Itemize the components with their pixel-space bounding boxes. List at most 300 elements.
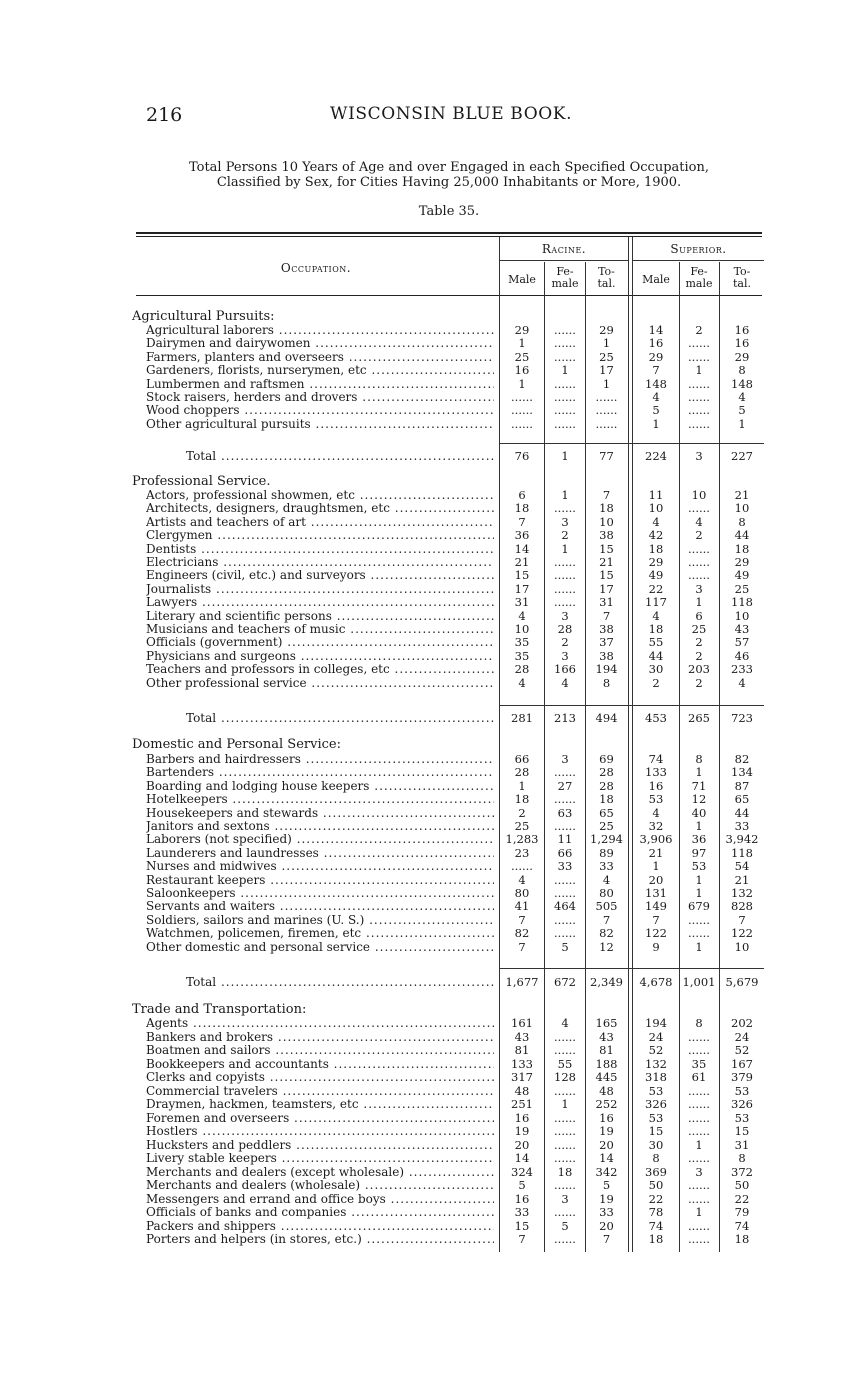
cell-s-female: ...... <box>688 1097 710 1111</box>
cell-r-total: 69 <box>599 752 614 766</box>
cell-r-male: 1 <box>518 779 526 793</box>
cell-r-male: 251 <box>511 1097 533 1111</box>
cell-s-female: 2 <box>695 528 703 542</box>
cell-s-female: ...... <box>688 501 710 515</box>
cell-r-total: 19 <box>599 1124 614 1138</box>
cell-r-male: 21 <box>514 555 530 569</box>
occupation-label: Other domestic and personal service ..... <box>146 941 494 954</box>
table-row <box>0 404 859 417</box>
cell-s-male: 74 <box>648 1219 664 1233</box>
occupation-label: Packers and shippers ..... <box>146 1220 494 1233</box>
cell-s-female: 1 <box>695 1205 703 1219</box>
table-row <box>0 596 859 609</box>
occupation-label: Housekeepers and stewards ..... <box>146 807 494 820</box>
occupation-label: Hucksters and peddlers ..... <box>146 1139 494 1152</box>
cell-r-total: 445 <box>595 1070 618 1084</box>
cell-s-female: ...... <box>688 1151 710 1165</box>
cell-s-female: ...... <box>688 1192 710 1206</box>
table-row <box>0 1206 859 1219</box>
cell-r-female: ...... <box>554 873 576 887</box>
cell-s-total: 8 <box>738 515 746 529</box>
cell-r-male: 4 <box>518 873 526 887</box>
cell-s-total: 372 <box>731 1165 753 1179</box>
cell-s-total: 29 <box>734 555 750 569</box>
cell-s-female: ...... <box>688 555 710 569</box>
table-row <box>0 1098 859 1111</box>
cell-s-female: 53 <box>691 859 707 873</box>
cell-r-female: 5 <box>561 1219 569 1233</box>
cell-r-total: 38 <box>599 649 614 663</box>
occupation-label: Other agricultural pursuits ..... <box>146 418 494 431</box>
cell-r-male: 25 <box>514 350 530 364</box>
cell-s-male: 326 <box>645 1097 667 1111</box>
cell-s-female: 8 <box>695 752 703 766</box>
cell-s-male: 21 <box>648 846 664 860</box>
cell-r-male: 33 <box>514 1205 530 1219</box>
cell-s-female: 3 <box>695 1165 703 1179</box>
cell-s-male: 29 <box>648 555 664 569</box>
table-row <box>0 1233 859 1246</box>
occupation-label: Porters and helpers (in stores, etc.) ..... <box>146 1233 494 1246</box>
cell-r-total: ...... <box>595 417 618 431</box>
cell-s-total: 118 <box>731 595 753 609</box>
cell-s-female: ...... <box>688 1111 710 1125</box>
cell-s-male: 4 <box>652 390 660 404</box>
occupation-label: Nurses and midwives ..... <box>146 860 494 873</box>
cell-s-male: 44 <box>648 649 664 663</box>
occupation-label: Saloonkeepers ..... <box>146 887 494 900</box>
table-caption <box>134 160 764 190</box>
cell-r-female: 28 <box>557 622 573 636</box>
cell-s-total: 118 <box>731 846 753 860</box>
cell-r-total: 21 <box>599 555 614 569</box>
cell-s-total: 49 <box>734 568 750 582</box>
cell-r-total: 33 <box>599 1205 614 1219</box>
cell-s-female: 35 <box>691 1057 707 1071</box>
total-row <box>0 712 859 725</box>
cell-r-male: 81 <box>514 1043 530 1057</box>
cell-s-male: 18 <box>648 542 664 556</box>
cell-r-total: 37 <box>599 635 614 649</box>
cell-r-female: ...... <box>554 1138 576 1152</box>
cell-s-female: 1 <box>695 765 703 779</box>
cell-r-female: 166 <box>554 662 576 676</box>
cell-r-female: ...... <box>554 377 576 391</box>
total-rule <box>499 705 764 706</box>
top-rule-thin <box>136 236 762 237</box>
table-row <box>0 623 859 636</box>
cell-s-female: 10 <box>691 488 707 502</box>
table-row <box>0 378 859 391</box>
cell-r-total: 38 <box>599 622 614 636</box>
cell-s-female: 36 <box>691 832 707 846</box>
cell-r-female: ...... <box>554 886 576 900</box>
cell-s-male: 4 <box>652 609 660 623</box>
cell-s-male: 11 <box>648 488 664 502</box>
occupation-label: Teachers and professors in colleges, etc ..... <box>146 663 494 676</box>
cell-r-male: 35 <box>514 649 530 663</box>
cell-r-total: 29 <box>599 323 614 337</box>
occupation-label: Dairymen and dairywomen ..... <box>146 337 494 350</box>
cell-r-total: 20 <box>599 1219 614 1233</box>
cell-r-female: 18 <box>557 1165 573 1179</box>
table-row <box>0 663 859 676</box>
cell-s-male: 22 <box>648 1192 664 1206</box>
cell-s-female: 40 <box>691 806 707 820</box>
occupation-label: Clerks and copyists ..... <box>146 1071 494 1084</box>
cell-s-total: 65 <box>734 792 750 806</box>
table-row <box>0 860 859 873</box>
cell-s-female: ...... <box>688 1178 710 1192</box>
occupation-label: Literary and scientific persons ..... <box>146 610 494 623</box>
cell-r-male: 4 <box>518 676 526 690</box>
cell-r-female: ...... <box>554 582 576 596</box>
section-title-trade: Trade and Transportation: <box>132 1002 307 1017</box>
occupation-label: Farmers, planters and overseers ..... <box>146 351 494 364</box>
cell-s-female: 12 <box>691 792 707 806</box>
cell-s-total: 44 <box>734 806 750 820</box>
cell-s-total: 33 <box>734 819 750 833</box>
occupation-label: Dentists ..... <box>146 543 494 556</box>
cell-r-female: 2 <box>561 635 569 649</box>
cell-s-total: 5 <box>738 403 746 417</box>
cell-s-female: 265 <box>688 711 710 725</box>
table-row <box>0 1031 859 1044</box>
table-row <box>0 418 859 431</box>
occupation-label: Artists and teachers of art ..... <box>146 516 494 529</box>
occupation-label: Officials of banks and companies ..... <box>146 1206 494 1219</box>
cell-r-male: 2 <box>518 806 526 820</box>
cell-r-male: 41 <box>514 899 530 913</box>
cell-s-female: 6 <box>695 609 703 623</box>
cell-r-total: 28 <box>599 779 614 793</box>
occupation-label: Bartenders ..... <box>146 766 494 779</box>
cell-r-female: 672 <box>554 975 576 989</box>
cell-r-female: ...... <box>554 1178 576 1192</box>
cell-s-male: 4,678 <box>639 975 673 989</box>
cell-r-female: 4 <box>561 1016 569 1030</box>
table-row <box>0 900 859 913</box>
cell-r-male: 1 <box>518 336 526 350</box>
cell-r-female: 4 <box>561 676 569 690</box>
table-row <box>0 833 859 846</box>
occupation-label: Journalists ..... <box>146 583 494 596</box>
section-title-agricultural: Agricultural Pursuits: <box>132 309 275 324</box>
book-title: WISCONSIN BLUE BOOK. <box>330 104 573 124</box>
cell-r-total: 505 <box>595 899 618 913</box>
cell-s-total: 3,942 <box>725 832 759 846</box>
cell-r-total: 10 <box>599 515 614 529</box>
cell-r-female: ...... <box>554 1232 576 1246</box>
cell-r-female: ...... <box>554 555 576 569</box>
cell-s-total: 8 <box>738 363 746 377</box>
cell-r-female: ...... <box>554 501 576 515</box>
cell-r-male: 18 <box>514 501 530 515</box>
cell-r-total: 81 <box>599 1043 614 1057</box>
cell-r-male: 17 <box>514 582 530 596</box>
cell-s-total: 326 <box>731 1097 753 1111</box>
cell-r-male: 76 <box>514 449 530 463</box>
cell-s-male: 453 <box>645 711 667 725</box>
cell-r-total: 7 <box>602 1232 611 1246</box>
cell-s-total: 87 <box>734 779 750 793</box>
cell-s-female: 3 <box>695 449 703 463</box>
cell-s-male: 42 <box>648 528 664 542</box>
cell-r-total: 17 <box>599 363 614 377</box>
cell-s-female: 2 <box>695 676 703 690</box>
cell-r-female: 1 <box>561 542 569 556</box>
occupation-label: Agents ..... <box>146 1017 494 1030</box>
cell-s-male: 53 <box>648 1111 664 1125</box>
cell-s-female: ...... <box>688 568 710 582</box>
cell-s-female: 1 <box>695 886 703 900</box>
cell-r-male: 14 <box>514 1151 530 1165</box>
cell-s-total: 21 <box>734 873 750 887</box>
cell-r-male: 82 <box>514 926 530 940</box>
cell-r-female: 213 <box>554 711 576 725</box>
occupation-label: Lumbermen and raftsmen ..... <box>146 378 494 391</box>
cell-r-male: 25 <box>514 819 530 833</box>
cell-s-male: 131 <box>645 886 667 900</box>
cell-r-female: ...... <box>554 926 576 940</box>
cell-r-total: 25 <box>599 350 614 364</box>
cell-r-female: ...... <box>554 323 576 337</box>
cell-s-male: 29 <box>648 350 664 364</box>
occupation-label: Livery stable keepers ..... <box>146 1152 494 1165</box>
cell-r-total: 8 <box>602 676 611 690</box>
cell-s-male: 4 <box>652 806 660 820</box>
occupation-label: Messengers and errand and office boys ..... <box>146 1193 494 1206</box>
cell-r-female: ...... <box>554 913 576 927</box>
cell-s-male: 4 <box>652 515 660 529</box>
cell-s-total: 57 <box>734 635 750 649</box>
cell-s-male: 10 <box>648 501 664 515</box>
cell-s-female: 4 <box>695 515 703 529</box>
cell-s-total: 43 <box>734 622 750 636</box>
cell-r-female: 3 <box>561 1192 569 1206</box>
cell-r-male: 7 <box>518 940 526 954</box>
occupation-label: Boatmen and sailors ..... <box>146 1044 494 1057</box>
cell-s-total: 227 <box>731 449 753 463</box>
cell-r-female: ...... <box>554 390 576 404</box>
occupation-label: Watchmen, policemen, firemen, etc ..... <box>146 927 494 940</box>
cell-r-female: 3 <box>561 752 569 766</box>
cell-r-female: ...... <box>554 1030 576 1044</box>
cell-s-male: 132 <box>645 1057 667 1071</box>
caption-line-2: Classified by Sex, for Cities Having 25,000 Inhabitants or More, 1900. <box>216 175 682 190</box>
cell-r-total: 12 <box>599 940 614 954</box>
table-row <box>0 941 859 954</box>
cell-r-male: 161 <box>511 1016 533 1030</box>
cell-s-total: 7 <box>738 913 746 927</box>
cell-r-female: ...... <box>554 1124 576 1138</box>
occupation-label: Janitors and sextons ..... <box>146 820 494 833</box>
total-rule <box>499 443 764 444</box>
table-row <box>0 391 859 404</box>
cell-r-female: ...... <box>554 1084 576 1098</box>
cell-s-total: 132 <box>731 886 753 900</box>
cell-s-female: ...... <box>688 336 710 350</box>
cell-s-total: 5,679 <box>725 975 759 989</box>
cell-s-male: 5 <box>652 403 660 417</box>
cell-r-male: 133 <box>511 1057 533 1071</box>
cell-s-male: 53 <box>648 1084 664 1098</box>
cell-r-total: 165 <box>595 1016 618 1030</box>
table-row <box>0 1139 859 1152</box>
cell-r-total: 28 <box>599 765 614 779</box>
total-row <box>0 450 859 463</box>
header-superior-female: Fe- male <box>685 265 713 290</box>
cell-r-female: 1 <box>561 488 569 502</box>
cell-s-male: 20 <box>648 873 664 887</box>
cell-r-female: 1 <box>561 1097 569 1111</box>
cell-s-female: 1 <box>695 1138 703 1152</box>
cell-r-male: 28 <box>514 765 530 779</box>
cell-s-total: 52 <box>734 1043 750 1057</box>
occupation-label: Engineers (civil, etc.) and surveyors ..... <box>146 569 494 582</box>
cell-s-female: ...... <box>688 377 710 391</box>
cell-s-total: 4 <box>738 676 746 690</box>
header-superior-male: Male <box>642 273 670 286</box>
cell-s-male: 7 <box>652 913 660 927</box>
header-occupation: Occupation. <box>280 261 352 275</box>
table-row <box>0 1071 859 1084</box>
cell-s-total: 10 <box>734 609 750 623</box>
cell-r-total: 38 <box>599 528 614 542</box>
cell-s-total: 134 <box>731 765 753 779</box>
cell-r-male: 36 <box>514 528 530 542</box>
cell-s-total: 4 <box>738 390 746 404</box>
cell-s-female: 1,001 <box>682 975 716 989</box>
cell-r-female: 2 <box>561 528 569 542</box>
cell-r-total: 16 <box>599 1111 614 1125</box>
table-row <box>0 1017 859 1030</box>
cell-r-female: ...... <box>554 568 576 582</box>
cell-s-total: 46 <box>734 649 750 663</box>
cell-s-total: 379 <box>731 1070 753 1084</box>
cell-s-female: 2 <box>695 649 703 663</box>
cell-r-male: 31 <box>514 595 530 609</box>
cell-r-total: 4 <box>602 873 611 887</box>
cell-r-male: 15 <box>514 1219 530 1233</box>
cell-r-female: 63 <box>557 806 573 820</box>
cell-s-male: 55 <box>648 635 664 649</box>
total-label: Total ..... <box>186 450 494 463</box>
cell-s-male: 2 <box>652 676 660 690</box>
occupation-label: Gardeners, florists, nurserymen, etc ..... <box>146 364 494 377</box>
cell-r-male: 1,677 <box>505 975 539 989</box>
cell-r-male: 317 <box>511 1070 533 1084</box>
cell-s-male: 22 <box>648 582 664 596</box>
cell-s-total: 50 <box>734 1178 750 1192</box>
cell-r-total: 80 <box>599 886 614 900</box>
cell-s-total: 202 <box>731 1016 753 1030</box>
cell-r-total: 7 <box>602 609 611 623</box>
occupation-label: Commercial travelers ..... <box>146 1085 494 1098</box>
cell-s-male: 16 <box>648 779 664 793</box>
cell-r-female: 33 <box>557 859 573 873</box>
cell-s-female: 61 <box>691 1070 707 1084</box>
occupation-label: Other professional service ..... <box>146 677 494 690</box>
cell-r-total: 14 <box>599 1151 614 1165</box>
total-rule <box>499 968 764 969</box>
cell-s-male: 52 <box>648 1043 664 1057</box>
cell-r-male: 48 <box>514 1084 530 1098</box>
total-row <box>0 976 859 989</box>
cell-r-total: 1 <box>602 377 611 391</box>
occupation-label: Soldiers, sailors and marines (U. S.) ..... <box>146 914 494 927</box>
cell-s-total: 79 <box>734 1205 750 1219</box>
cell-s-female: ...... <box>688 1030 710 1044</box>
occupation-label: Architects, designers, draughtsmen, etc ..... <box>146 502 494 515</box>
cell-s-male: 224 <box>645 449 667 463</box>
occupation-label: Wood choppers ..... <box>146 404 494 417</box>
cell-s-total: 22 <box>734 1192 750 1206</box>
cell-r-female: ...... <box>554 350 576 364</box>
table-row <box>0 569 859 582</box>
cell-s-male: 148 <box>645 377 667 391</box>
cell-r-total: 48 <box>599 1084 614 1098</box>
table-row <box>0 677 859 690</box>
cell-s-female: ...... <box>688 390 710 404</box>
running-head <box>0 104 859 126</box>
occupation-label: Stock raisers, herders and drovers ..... <box>146 391 494 404</box>
cell-r-male: 16 <box>514 363 530 377</box>
occupation-label: Agricultural laborers ..... <box>146 324 494 337</box>
header-superior-total: To- tal. <box>733 265 751 290</box>
cell-s-total: 233 <box>731 662 753 676</box>
cell-r-male: 7 <box>518 515 526 529</box>
cell-s-male: 15 <box>648 1124 664 1138</box>
cell-r-male: 28 <box>514 662 530 676</box>
occupation-label: Actors, professional showmen, etc ..... <box>146 489 494 502</box>
cell-r-female: ...... <box>554 819 576 833</box>
cell-s-female: 1 <box>695 940 703 954</box>
cell-s-female: ...... <box>688 1219 710 1233</box>
cell-r-female: ...... <box>554 403 576 417</box>
cell-s-male: 74 <box>648 752 664 766</box>
occupation-label: Bookkeepers and accountants ..... <box>146 1058 494 1071</box>
cell-s-male: 9 <box>652 940 660 954</box>
cell-r-male: 19 <box>514 1124 530 1138</box>
table-row <box>0 351 859 364</box>
header-racine-total: To- tal. <box>597 265 616 290</box>
cell-s-female: ...... <box>688 417 710 431</box>
caption-line-1: Total Persons 10 Years of Age and over Engaged in each Specified Occupation, <box>188 160 710 175</box>
cell-s-female: ...... <box>688 350 710 364</box>
cell-s-female: ...... <box>688 1084 710 1098</box>
cell-r-male: 66 <box>514 752 530 766</box>
cell-s-female: 2 <box>695 635 703 649</box>
header-racine-female: Fe- male <box>551 265 579 290</box>
cell-s-female: ...... <box>688 542 710 556</box>
cell-s-male: 117 <box>645 595 667 609</box>
cell-s-total: 18 <box>734 1232 750 1246</box>
cell-s-male: 50 <box>648 1178 664 1192</box>
table-row <box>0 766 859 779</box>
cell-s-female: ...... <box>688 1232 710 1246</box>
cell-s-total: 16 <box>734 336 750 350</box>
cell-r-total: ...... <box>595 390 618 404</box>
cell-r-total: 17 <box>599 582 614 596</box>
cell-r-male: 16 <box>514 1192 530 1206</box>
cell-s-female: ...... <box>688 913 710 927</box>
cell-s-female: ...... <box>688 926 710 940</box>
table-row <box>0 927 859 940</box>
cell-s-total: 122 <box>731 926 753 940</box>
cell-s-total: 8 <box>738 1151 746 1165</box>
table-row <box>0 1112 859 1125</box>
